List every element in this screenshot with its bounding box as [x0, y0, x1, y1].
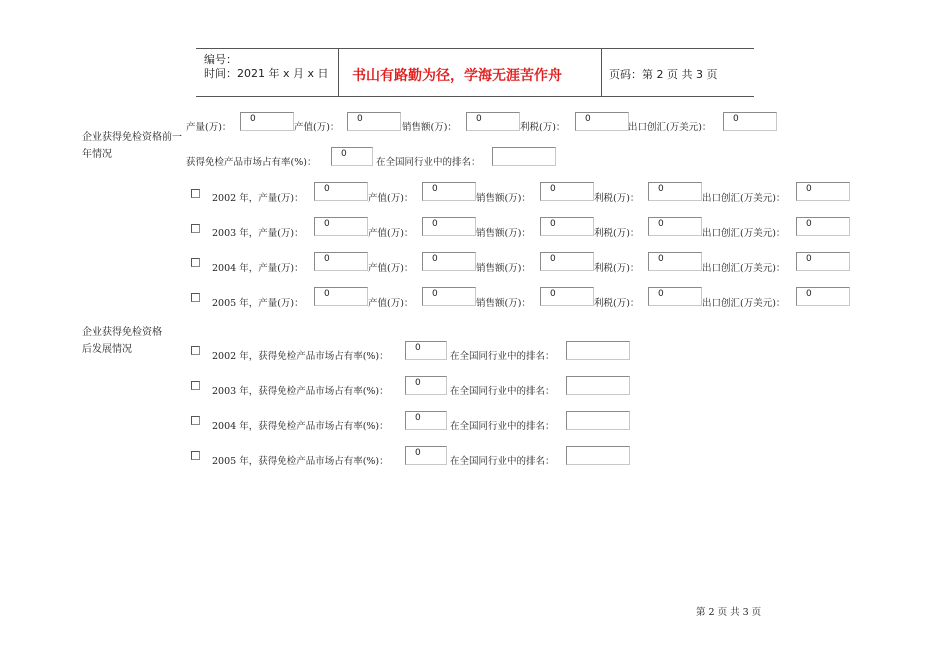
after-year-checkbox[interactable] — [191, 416, 200, 425]
year-output-input[interactable]: 0 — [422, 217, 476, 236]
year-export-input[interactable]: 0 — [796, 182, 850, 201]
year-sales-input[interactable]: 0 — [540, 287, 594, 306]
year-production-input[interactable]: 0 — [314, 252, 368, 271]
after-share-input[interactable]: 0 — [405, 376, 447, 395]
year-production-label: 2004 年，产量(万)： — [212, 263, 304, 274]
year-checkbox[interactable] — [191, 189, 200, 198]
year-sales-label: 销售额(万)： — [476, 263, 531, 274]
year-export-label: 出口创汇(万美元)： — [702, 263, 786, 274]
header-divider-left — [338, 48, 339, 97]
after-rank-label: 在全国同行业中的排名： — [450, 351, 555, 362]
output-value-input[interactable]: 0 — [347, 112, 401, 131]
year-production-input[interactable]: 0 — [314, 287, 368, 306]
year-checkbox[interactable] — [191, 224, 200, 233]
export-input[interactable]: 0 — [723, 112, 777, 131]
header-bottom-border — [196, 96, 754, 97]
page-indicator: 页码：第 2 页 共 3 页 — [609, 68, 718, 81]
year-tax-input[interactable]: 0 — [648, 287, 702, 306]
year-export-input[interactable]: 0 — [796, 217, 850, 236]
year-production-input[interactable]: 0 — [314, 182, 368, 201]
after-share-label: 2003 年，获得免检产品市场占有率(%)： — [212, 386, 389, 397]
after-rank-input[interactable] — [566, 376, 630, 395]
after-year-checkbox[interactable] — [191, 346, 200, 355]
section-label-before: 企业获得免检资格前一年情况 — [82, 132, 182, 160]
after-rank-input[interactable] — [566, 341, 630, 360]
year-checkbox[interactable] — [191, 258, 200, 267]
year-output-label: 产值(万)： — [368, 193, 414, 204]
year-export-label: 出口创汇(万美元)： — [702, 193, 786, 204]
year-checkbox[interactable] — [191, 293, 200, 302]
after-share-input[interactable]: 0 — [405, 411, 447, 430]
after-share-input[interactable]: 0 — [405, 341, 447, 360]
year-export-label: 出口创汇(万美元)： — [702, 228, 786, 239]
after-rank-label: 在全国同行业中的排名： — [450, 456, 555, 467]
motto-banner: 书山有路勤为径，学海无涯苦作舟 — [352, 68, 562, 84]
after-share-label: 2002 年，获得免检产品市场占有率(%)： — [212, 351, 389, 362]
year-output-input[interactable]: 0 — [422, 287, 476, 306]
year-production-label: 2002 年，产量(万)： — [212, 193, 304, 204]
year-output-label: 产值(万)： — [368, 228, 414, 239]
year-sales-input[interactable]: 0 — [540, 252, 594, 271]
after-share-label: 2004 年，获得免检产品市场占有率(%)： — [212, 421, 389, 432]
tax-label: 利税(万)： — [520, 122, 566, 133]
after-rank-input[interactable] — [566, 446, 630, 465]
header-top-border — [196, 48, 754, 49]
sales-label: 销售额(万)： — [402, 122, 457, 133]
year-tax-input[interactable]: 0 — [648, 217, 702, 236]
year-sales-input[interactable]: 0 — [540, 217, 594, 236]
market-share-input[interactable]: 0 — [331, 147, 373, 166]
document-number-label: 编号： — [204, 53, 237, 66]
page-footer: 第 2 页 共 3 页 — [696, 607, 762, 618]
after-share-input[interactable]: 0 — [405, 446, 447, 465]
year-sales-label: 销售额(万)： — [476, 193, 531, 204]
production-input[interactable]: 0 — [240, 112, 294, 131]
year-output-input[interactable]: 0 — [422, 252, 476, 271]
after-year-checkbox[interactable] — [191, 451, 200, 460]
year-tax-label: 利税(万)： — [594, 263, 640, 274]
year-tax-label: 利税(万)： — [594, 228, 640, 239]
after-rank-label: 在全国同行业中的排名： — [450, 421, 555, 432]
year-export-input[interactable]: 0 — [796, 287, 850, 306]
rank-label: 在全国同行业中的排名： — [376, 157, 481, 168]
year-sales-input[interactable]: 0 — [540, 182, 594, 201]
year-sales-label: 销售额(万)： — [476, 228, 531, 239]
header-divider-right — [601, 48, 602, 97]
year-output-label: 产值(万)： — [368, 263, 414, 274]
year-tax-label: 利税(万)： — [594, 193, 640, 204]
rank-input[interactable] — [492, 147, 556, 166]
sales-input[interactable]: 0 — [466, 112, 520, 131]
tax-input[interactable]: 0 — [575, 112, 629, 131]
year-export-input[interactable]: 0 — [796, 252, 850, 271]
production-label: 产量(万)： — [186, 122, 232, 133]
year-production-label: 2003 年，产量(万)： — [212, 228, 304, 239]
after-rank-label: 在全国同行业中的排名： — [450, 386, 555, 397]
after-share-label: 2005 年，获得免检产品市场占有率(%)： — [212, 456, 389, 467]
year-tax-input[interactable]: 0 — [648, 252, 702, 271]
export-label: 出口创汇(万美元)： — [628, 122, 712, 133]
market-share-label: 获得免检产品市场占有率(%)： — [186, 157, 317, 168]
after-year-checkbox[interactable] — [191, 381, 200, 390]
year-tax-input[interactable]: 0 — [648, 182, 702, 201]
after-rank-input[interactable] — [566, 411, 630, 430]
section-label-after: 企业获得免检资格后发展情况 — [82, 327, 162, 355]
year-export-label: 出口创汇(万美元)： — [702, 298, 786, 309]
output-value-label: 产值(万)： — [294, 122, 340, 133]
year-output-input[interactable]: 0 — [422, 182, 476, 201]
year-production-label: 2005 年，产量(万)： — [212, 298, 304, 309]
year-sales-label: 销售额(万)： — [476, 298, 531, 309]
document-date: 时间：2021 年 x 月 x 日 — [204, 67, 329, 80]
year-production-input[interactable]: 0 — [314, 217, 368, 236]
year-output-label: 产值(万)： — [368, 298, 414, 309]
year-tax-label: 利税(万)： — [594, 298, 640, 309]
